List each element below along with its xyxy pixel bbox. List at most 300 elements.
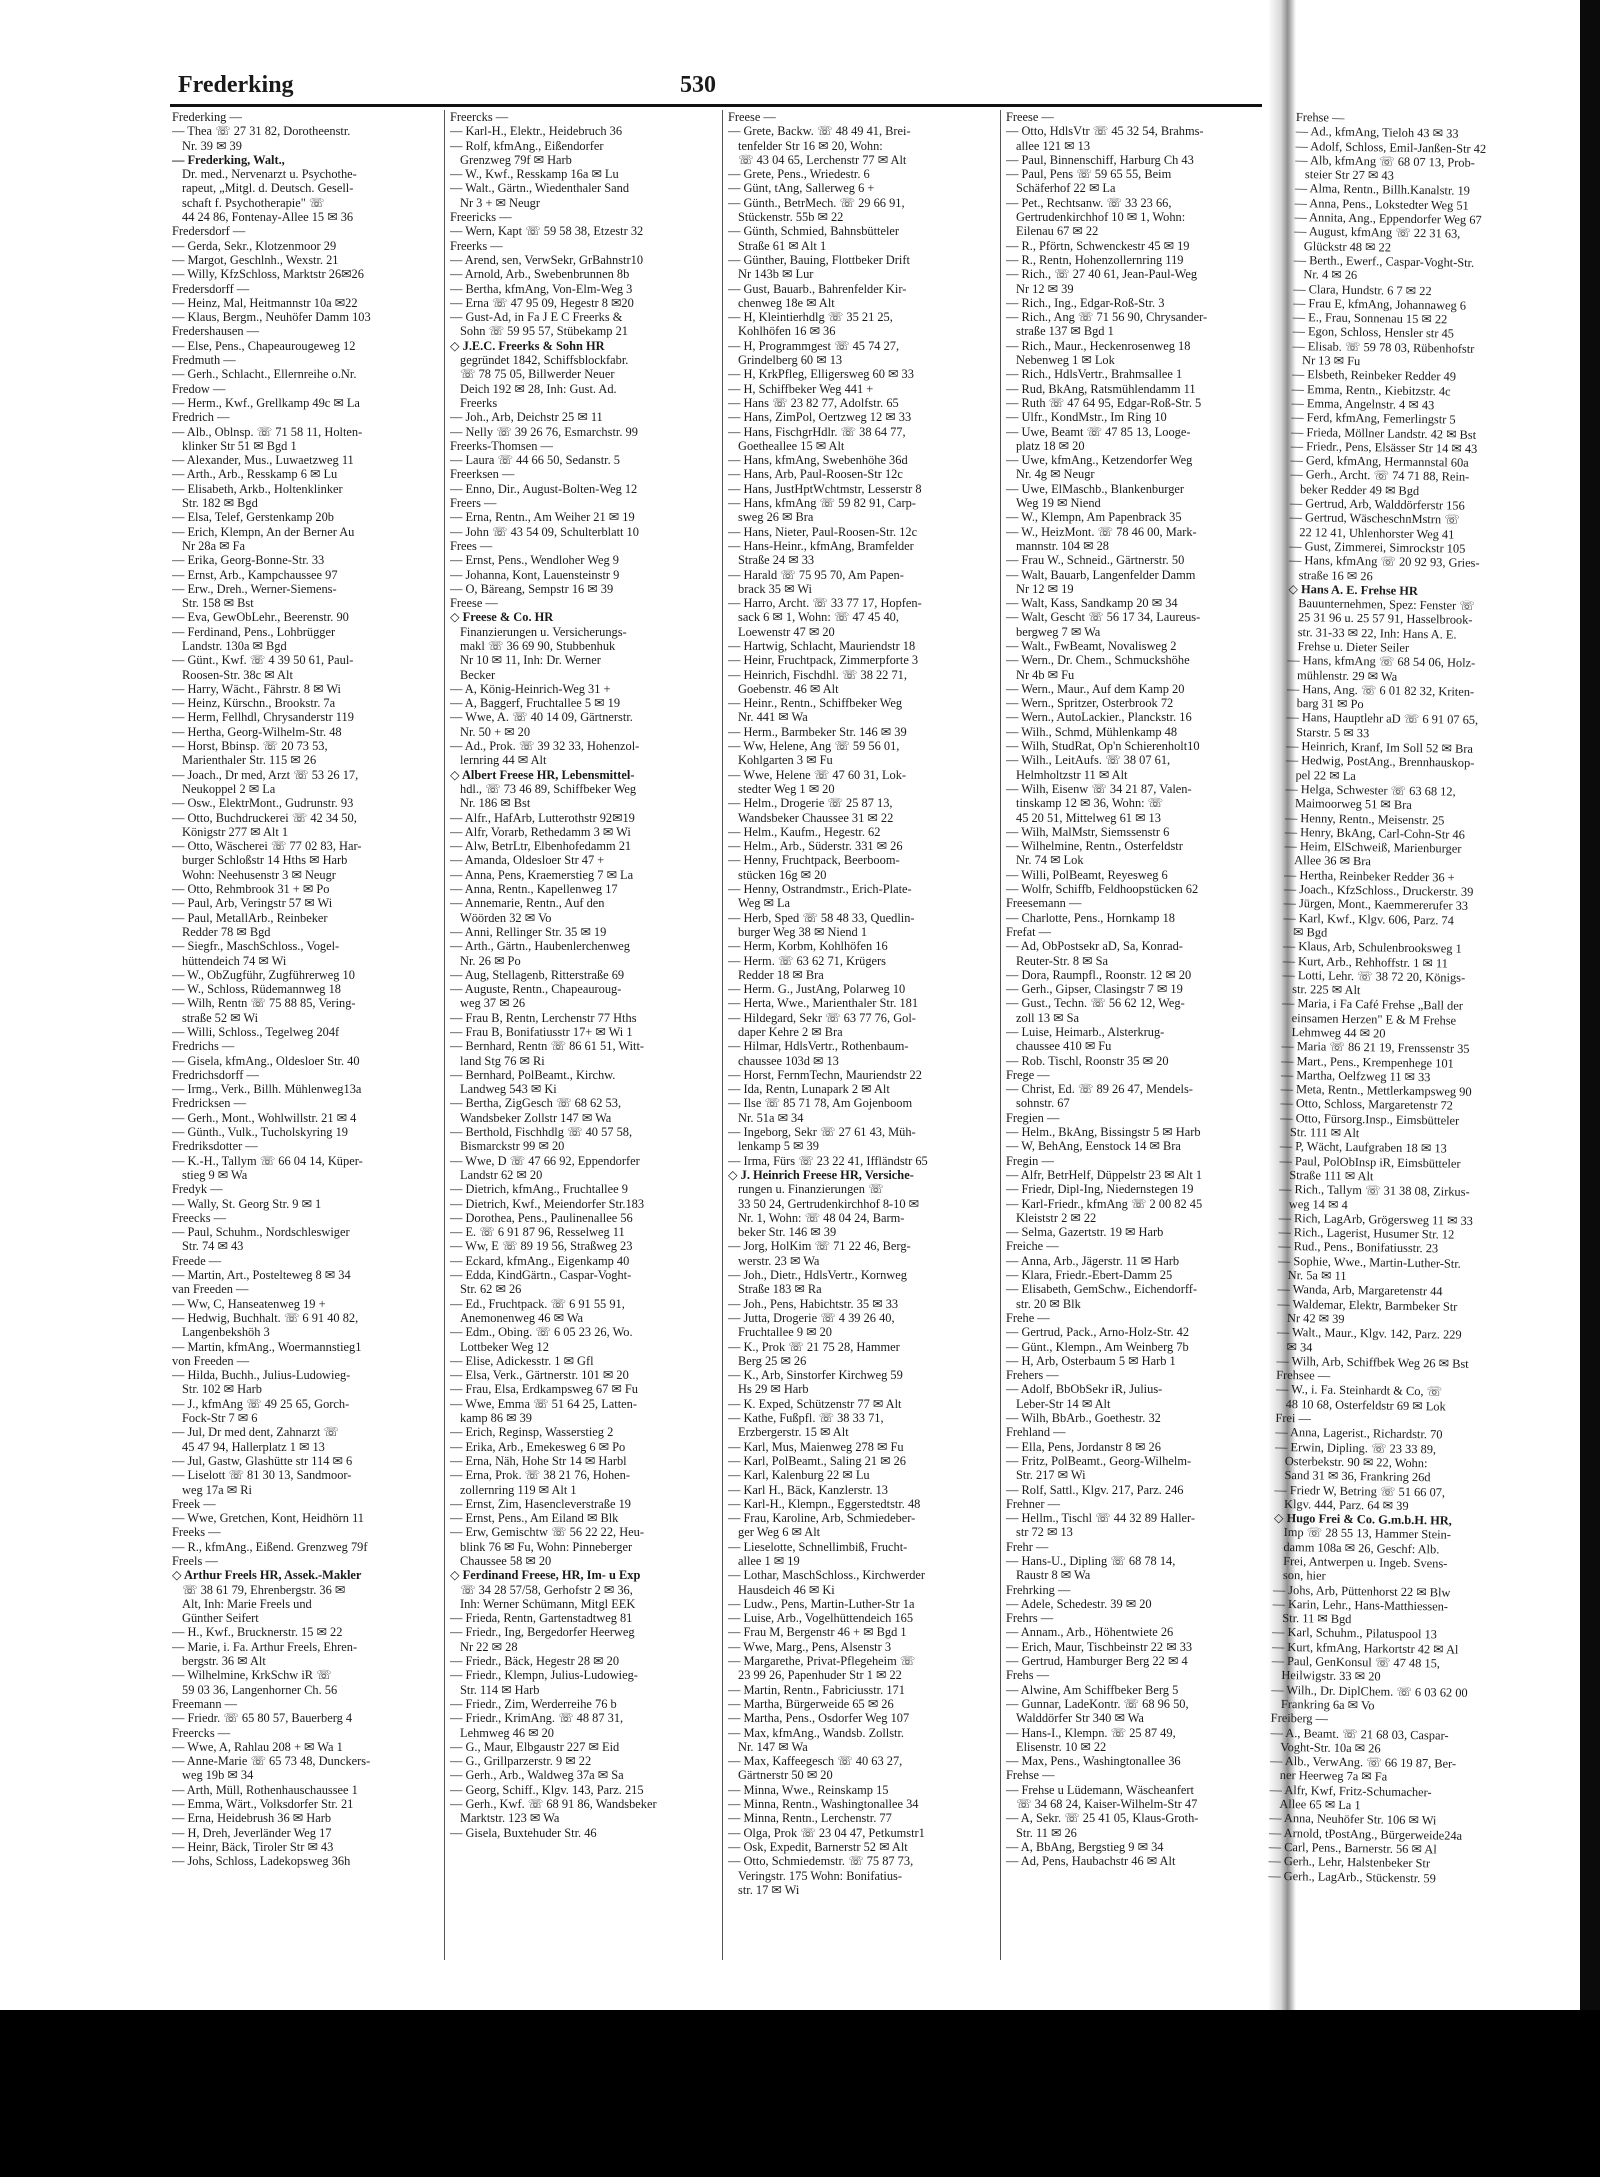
- directory-entry-line: — P, Wächt, Laufgraben 18 ✉ 13: [1279, 1139, 1447, 1156]
- directory-entry-line: — Rich., Lagerist, Husumer Str. 12: [1278, 1225, 1455, 1242]
- directory-entry-line: — K. Exped, Schützenstr 77 ✉ Alt: [728, 1396, 902, 1411]
- directory-entry-line: Osterbekstr. 90 ✉ 22, Wohn:: [1284, 1453, 1428, 1471]
- directory-entry-line: — Erna ☏ 47 95 09, Hegestr 8 ✉20: [450, 295, 634, 310]
- column-divider: [1000, 110, 1001, 1960]
- directory-entry-line: rapeut, „Mitgl. d. Deutsch. Gesell-: [182, 181, 354, 196]
- directory-entry-line: — Eva, GewObLehr., Beerenstr. 90: [172, 610, 349, 625]
- directory-entry-line: — Alfr, Kwf, Fritz-Schumacher-: [1269, 1782, 1432, 1800]
- directory-entry-line: chenweg 18e ✉ Alt: [738, 295, 835, 310]
- directory-entry-line: — Erw, Gemischtw ☏ 56 22 22, Heu-: [450, 1525, 644, 1540]
- directory-entry-line: straße 52 ✉ Wi: [182, 1010, 259, 1025]
- directory-entry-line: makl ☏ 36 69 90, Stubbenhuk: [460, 638, 616, 653]
- directory-entry-line: Wandsbeker Chaussee 31 ✉ 22: [738, 810, 894, 825]
- directory-entry-line: — Ida, Rentn, Lunapark 2 ✉ Alt: [728, 1082, 890, 1097]
- directory-entry-line: — Hedwig, Buchhalt. ☏ 6 91 40 82,: [172, 1310, 359, 1325]
- directory-entry-line: Freerks-Thomsen —: [450, 438, 553, 453]
- directory-entry-line: Erzbergerstr. 15 ✉ Alt: [738, 1425, 849, 1440]
- directory-entry-line: — Wern., Maur., Auf dem Kamp 20: [1006, 681, 1185, 696]
- directory-entry-line: — Laura ☏ 44 66 50, Sedanstr. 5: [450, 453, 621, 468]
- directory-entry-line: — Herta, Wwe., Marienthaler Str. 181: [728, 996, 919, 1011]
- directory-entry-line: 44 24 86, Fontenay-Allee 15 ✉ 36: [182, 210, 354, 225]
- directory-entry-line: Freercks —: [172, 1725, 231, 1740]
- directory-entry-line: Gertrudenkirchhof 10 ✉ 1, Wohn:: [1016, 210, 1186, 225]
- directory-entry-line: — Henry, BkAng, Carl-Cohn-Str 46: [1284, 824, 1465, 842]
- directory-entry-line: Landstr. 130a ✉ Bgd: [182, 638, 287, 653]
- directory-entry-line: — Bernhard, PolBeamt., Kirchw.: [450, 1067, 616, 1082]
- directory-entry-line: — W., Kwf., Resskamp 16a ✉ Lu: [450, 167, 619, 182]
- directory-entry-line: allee 1 ✉ 19: [738, 1553, 800, 1568]
- directory-entry-line: — Irmg., Verk., Billh. Mühlenweg13a: [172, 1082, 362, 1097]
- directory-entry-line: — Günt., Klempn., Am Weinberg 7b: [1006, 1339, 1189, 1354]
- directory-entry-line: — Hans, kfmAng ☏ 68 54 06, Holz-: [1287, 653, 1476, 671]
- directory-entry-line: Nr. 74 ✉ Lok: [1016, 853, 1084, 868]
- directory-entry-line: — Gerh., Kwf. ☏ 68 91 86, Wandsbeker: [450, 1797, 657, 1812]
- directory-entry-line: — Anna, Rentn., Kapellenweg 17: [450, 882, 618, 897]
- directory-entry-line: Wohn: Neehusenstr 3 ✉ Neugr: [182, 867, 336, 882]
- directory-entry-line: Fredmuth —: [172, 353, 236, 368]
- directory-entry-line: — Jorg, HolKim ☏ 71 22 46, Berg-: [728, 1239, 911, 1254]
- directory-entry-line: — Hilmar, HdlsVertr., Rothenbaum-: [728, 1039, 909, 1054]
- directory-entry-line: — Walt., FwBeamt, Novalisweg 2: [1006, 638, 1177, 653]
- directory-entry-line: Fredersdorff —: [172, 281, 250, 296]
- directory-entry-line: — Rich., Ang ☏ 71 56 90, Chrysander-: [1006, 310, 1208, 325]
- directory-entry-line: — Rich., HdlsVertr., Brahmsallee 1: [1006, 367, 1183, 382]
- directory-entry-line: — Alb., VerwAng. ☏ 66 19 87, Ber-: [1269, 1753, 1457, 1771]
- directory-entry-line: — Joach., Dr med, Arzt ☏ 53 26 17,: [172, 767, 359, 782]
- directory-entry-line: — Gerh., Archt. ☏ 74 71 88, Rein-: [1290, 467, 1470, 485]
- directory-entry-line: sohnstr. 67: [1016, 1096, 1070, 1111]
- directory-entry-line: ☏ 78 75 05, Billwerder Neuer: [460, 367, 615, 382]
- directory-entry-line: — Karl, Kalenburg 22 ✉ Lu: [728, 1468, 870, 1483]
- directory-entry-line: Frefat —: [1006, 924, 1052, 939]
- directory-entry-line: — Wwe, D ☏ 47 66 92, Eppendorfer: [450, 1153, 640, 1168]
- directory-entry-line: — Otto, Wäscherei ☏ 77 02 83, Har-: [172, 839, 362, 854]
- directory-entry-line: Neukoppel 2 ✉ La: [182, 781, 276, 796]
- directory-entry-line: — Frieda, Rentn, Gartenstadtweg 81: [450, 1611, 633, 1626]
- directory-entry-line: — Clara, Hundstr. 6 7 ✉ 22: [1293, 281, 1432, 298]
- directory-entry-line: ◇ Freese & Co. HR: [450, 610, 554, 625]
- scan-border-bottom: [0, 2010, 1600, 2177]
- directory-entry-line: chaussee 410 ✉ Fu: [1016, 1039, 1112, 1054]
- directory-entry-line: — Walt, Gescht ☏ 56 17 34, Laureus-: [1006, 610, 1201, 625]
- directory-entry-line: ◇ J. Heinrich Freese HR, Versiche-: [728, 1167, 914, 1182]
- directory-entry-line: — Erich, Klempn, An der Berner Au: [172, 524, 355, 539]
- directory-entry-line: — Arth., Arb., Resskamp 6 ✉ Lu: [172, 467, 338, 482]
- directory-entry-line: daper Kehre 2 ✉ Bra: [738, 1025, 843, 1039]
- directory-entry-line: — Gerh., LagArb., Stückenstr. 59: [1268, 1868, 1436, 1885]
- directory-entry-line: — Frieda, Möllner Landstr. 42 ✉ Bst: [1290, 424, 1477, 442]
- directory-entry-line: — Hans, ZimPol, Oertzweg 12 ✉ 33: [728, 410, 912, 425]
- directory-entry-line: Günther Seifert: [182, 1611, 259, 1626]
- directory-entry-line: Freesemann —: [1006, 896, 1082, 911]
- directory-entry-line: Voght-Str. 10a ✉ 26: [1280, 1739, 1381, 1756]
- directory-entry-line: str. 20 ✉ Blk: [1016, 1296, 1081, 1311]
- directory-entry-line: Elisenstr. 10 ✉ 22: [1016, 1739, 1107, 1754]
- directory-entry-line: Loewenstr 47 ✉ 20: [738, 624, 835, 639]
- directory-entry-line: Gärtnerstr 50 ✉ 20: [738, 1768, 833, 1783]
- directory-entry-line: — Helm., Arb., Süderstr. 331 ✉ 26: [728, 839, 903, 854]
- directory-entry-line: — Ww, Helene, Ang ☏ 59 56 01,: [728, 739, 900, 754]
- directory-entry-line: Frehers —: [1006, 1368, 1059, 1383]
- directory-entry-line: — Wwe, Gretchen, Kont, Heidhörn 11: [172, 1511, 365, 1526]
- directory-entry-line: — Walt., Gärtn., Wiedenthaler Sand: [450, 181, 630, 196]
- directory-entry-line: Berg 25 ✉ 26: [738, 1353, 807, 1368]
- directory-entry-line: — Otto, Schmiedemstr. ☏ 75 87 73,: [728, 1854, 914, 1869]
- directory-entry-line: — Friedr., Zim, Werderreihe 76 b: [450, 1696, 617, 1711]
- directory-entry-line: — Heinrich, Kranf, Im Soll 52 ✉ Bra: [1285, 738, 1474, 756]
- directory-entry-line: ☏ 43 04 65, Lerchenstr 77 ✉ Alt: [738, 152, 907, 167]
- directory-entry-line: — Margot, Geschlnh., Wexstr. 21: [172, 252, 339, 267]
- page-header: [170, 68, 1265, 108]
- directory-entry-line: ✉ 34: [1286, 1339, 1313, 1354]
- directory-entry-line: — R., Rentn, Hohenzollernring 119: [1006, 252, 1184, 267]
- directory-entry-line: beker Redder 49 ✉ Bgd: [1299, 481, 1420, 498]
- page-number: 530: [680, 72, 716, 98]
- directory-entry-line: ☏ 34 68 24, Kaiser-Wilhelm-Str 47: [1016, 1797, 1198, 1812]
- column-divider: [444, 110, 445, 1960]
- directory-entry-line: — Herb, Sped ☏ 58 48 33, Quedlin-: [728, 910, 915, 925]
- directory-entry-line: — Frau B, Rentn, Lerchenstr 77 Hths: [450, 1010, 637, 1025]
- directory-entry-line: Langenbekshöh 3: [182, 1325, 270, 1340]
- directory-entry-line: — Ad., kfmAng, Tieloh 43 ✉ 33: [1295, 124, 1459, 141]
- directory-entry-line: — Martha, Pens., Osdorfer Weg 107: [728, 1711, 910, 1726]
- directory-entry-line: Imp ☏ 28 55 13, Hammer Stein-: [1283, 1525, 1452, 1542]
- directory-entry-line: — Ingeborg, Sekr ☏ 27 61 43, Müh-: [728, 1125, 916, 1140]
- directory-entry-line: — Wwe, Emma ☏ 51 64 25, Latten-: [450, 1396, 637, 1411]
- directory-entry-line: — Wolfr, Schiffb, Feldhoopstücken 62: [1006, 882, 1199, 897]
- directory-entry-line: — Otto, Schloss, Margaretenstr 72: [1280, 1096, 1454, 1114]
- directory-entry-line: — Marie, i. Fa. Arthur Freels, Ehren-: [172, 1639, 358, 1654]
- directory-entry-line: Freeks —: [172, 1525, 221, 1540]
- directory-entry-line: — Frau, Elsa, Erdkampsweg 67 ✉ Fu: [450, 1382, 638, 1397]
- directory-entry-line: — Wern., Spritzer, Osterbrook 72: [1006, 696, 1174, 711]
- directory-entry-line: — W., i. Fa. Steinhardt & Co, ☏: [1275, 1382, 1443, 1399]
- directory-entry-line: — Hilda, Buchh., Julius-Ludowieg-: [172, 1368, 351, 1383]
- directory-entry-line: weg 17a ✉ Ri: [182, 1482, 252, 1497]
- directory-entry-line: — Osk, Expedit, Barnerstr 52 ✉ Alt: [728, 1839, 908, 1854]
- directory-entry-line: 45 47 94, Hallerplatz 1 ✉ 13: [182, 1439, 325, 1454]
- directory-entry-line: — Friedr W, Betring ☏ 51 66 07,: [1274, 1482, 1446, 1500]
- directory-entry-line: Fredershausen —: [172, 324, 260, 339]
- directory-entry-line: 23 99 26, Papenhuder Str 1 ✉ 22: [738, 1668, 902, 1683]
- directory-entry-line: — Adele, Schedestr. 39 ✉ 20: [1006, 1596, 1152, 1611]
- directory-entry-line: Bismarckstr 99 ✉ 20: [460, 1139, 565, 1154]
- directory-entry-line: — Herm., Kwf., Grellkamp 49c ✉ La: [172, 395, 360, 410]
- directory-entry-line: — Maria, i Fa Café Frehse „Ball der: [1281, 996, 1464, 1014]
- directory-entry-line: — Johs, Schloss, Ladekopsweg 36h: [172, 1854, 351, 1869]
- directory-entry-line: gegründet 1842, Schiffsblockfabr.: [460, 353, 629, 368]
- directory-entry-line: Alt, Inh: Marie Freels und: [182, 1596, 312, 1611]
- directory-entry-line: — A, Baggerf, Fruchtallee 5 ✉ 19: [450, 696, 621, 711]
- directory-entry-line: — Harro, Archt. ☏ 33 77 17, Hopfen-: [728, 596, 922, 611]
- directory-entry-line: — Alb, kfmAng ☏ 68 07 13, Prob-: [1295, 152, 1475, 170]
- directory-entry-line: Glückstr 48 ✉ 22: [1303, 238, 1392, 255]
- directory-entry-line: Sohn ☏ 59 95 57, Stübekamp 21: [460, 324, 628, 339]
- directory-entry-line: — Helm., Kaufm., Hegestr. 62: [728, 824, 881, 839]
- directory-entry-line: — A., Beamt. ☏ 21 68 03, Caspar-: [1270, 1725, 1449, 1743]
- directory-entry-line: — J., kfmAng ☏ 49 25 65, Gorch-: [172, 1396, 350, 1411]
- directory-entry-line: — K., Prok ☏ 21 75 28, Hammer: [728, 1339, 900, 1354]
- directory-entry-line: Freels —: [172, 1553, 218, 1568]
- directory-entry-line: — Lieselotte, Schnellimbiß, Frucht-: [728, 1539, 908, 1554]
- directory-entry-line: Nr 13 ✉ Fu: [1301, 353, 1361, 369]
- directory-entry-line: — Martha, Oelfzweg 11 ✉ 33: [1280, 1067, 1431, 1085]
- directory-entry-line: ◇ Ferdinand Freese, HR, Im- u Exp: [450, 1568, 641, 1583]
- directory-entry-line: — Herm. ☏ 63 62 71, Krügers: [728, 953, 886, 968]
- directory-entry-line: — Helm., BkAng, Bissingstr 5 ✉ Harb: [1006, 1125, 1201, 1140]
- directory-entry-line: Nr. 4g ✉ Neugr: [1016, 467, 1095, 482]
- directory-entry-line: mühlenstr. 29 ✉ Wa: [1297, 667, 1398, 684]
- directory-entry-line: — Gertrud, WäscheschnMstrn ☏: [1289, 510, 1460, 527]
- directory-entry-line: Frehse u. Dieter Seiler: [1297, 639, 1410, 655]
- directory-entry-line: — Alw, BetrLtr, Elbenhofedamm 21: [450, 839, 632, 854]
- directory-entry-line: Str. 62 ✉ 26: [460, 1282, 522, 1297]
- directory-entry-line: — Hans, kfmAng ☏ 59 82 91, Carp-: [728, 496, 916, 511]
- directory-entry-line: — Else, Pens., Chapeaurougeweg 12: [172, 338, 356, 353]
- directory-entry-line: Str. 217 ✉ Wi: [1016, 1468, 1086, 1483]
- directory-entry-line: — Karl, Mus, Maienweg 278 ✉ Fu: [728, 1439, 904, 1454]
- directory-entry-line: — Martin, Rentn., Fabriciusstr. 171: [728, 1682, 905, 1697]
- directory-entry-line: — Otto, HdlsVtr ☏ 45 32 54, Brahms-: [1006, 124, 1204, 139]
- directory-entry-line: Nr. 147 ✉ Wa: [738, 1739, 808, 1754]
- directory-entry-line: Fredersdorf —: [172, 224, 246, 239]
- directory-entry-line: van Freeden —: [172, 1282, 249, 1297]
- directory-entry-line: Straße 111 ✉ Alt: [1289, 1167, 1374, 1184]
- directory-entry-line: — K.-H., Tallym ☏ 66 04 14, Küper-: [172, 1153, 363, 1168]
- directory-entry-line: — Herm, Fellhdl, Chrysanderstr 119: [172, 710, 354, 725]
- directory-entry-line: — Wwe, Marg., Pens, Alsenstr 3: [728, 1639, 892, 1654]
- directory-entry-line: — Hans, Hauptlehr aD ☏ 6 91 07 65,: [1286, 710, 1479, 728]
- directory-entry-line: — Paul, Pens ☏ 59 65 55, Beim: [1006, 167, 1172, 182]
- directory-entry-line: — H, KrkPfleg, Elligersweg 60 ✉ 33: [728, 367, 914, 382]
- directory-entry-line: — Minna, Wwe., Reinskamp 15: [728, 1782, 889, 1797]
- directory-entry-line: — Erna, Näh, Hohe Str 14 ✉ Harbl: [450, 1453, 627, 1468]
- directory-entry-line: Nr 12 ✉ 19: [1016, 581, 1074, 596]
- directory-entry-line: Nr. 1, Wohn: ☏ 48 04 24, Barm-: [738, 1210, 905, 1225]
- directory-entry-line: — Anna, Neuhöfer Str. 106 ✉ Wi: [1269, 1811, 1437, 1828]
- directory-entry-line: — Dorothea, Pens., Paulinenallee 56: [450, 1210, 633, 1225]
- directory-entry-line: Schäferhof 22 ✉ La: [1016, 181, 1116, 196]
- directory-entry-line: — Paul, PolObInsp iR, Eimsbütteler: [1279, 1153, 1461, 1171]
- directory-entry-line: — Horst, Bbinsp. ☏ 20 73 53,: [172, 739, 328, 754]
- directory-entry-line: — Ww, C, Hanseatenweg 19 +: [172, 1296, 326, 1311]
- directory-entry-line: — Wilh, StudRat, Op'n Schierenholt10: [1006, 739, 1200, 754]
- directory-entry-line: Nr. 26 ✉ Po: [460, 953, 521, 968]
- directory-entry-line: — Heinz, Kürschn., Brookstr. 7a: [172, 696, 336, 711]
- directory-entry-line: — Gertrud, Arb, Walddörferstr 156: [1289, 495, 1465, 513]
- directory-entry-line: Str. 102 ✉ Harb: [182, 1382, 262, 1397]
- directory-entry-line: — G., Maur, Elbgaustr 227 ✉ Eid: [450, 1739, 620, 1754]
- directory-entry-line: — Herm., Barmbeker Str. 146 ✉ 39: [728, 724, 907, 739]
- directory-entry-line: 22 12 41, Uhlenhorster Weg 41: [1299, 524, 1455, 542]
- directory-entry-line: — Horst, FernmTechn, Mauriendstr 22: [728, 1067, 922, 1082]
- directory-entry-line: Frees —: [450, 538, 493, 553]
- directory-entry-line: — Wilhelmine, KrkSchw iR ☏: [172, 1668, 332, 1683]
- directory-entry-line: — Hans-I., Klempn. ☏ 25 87 49,: [1006, 1725, 1176, 1740]
- directory-entry-line: von Freeden —: [172, 1353, 250, 1368]
- directory-entry-line: — Joh., Pens, Habichtstr. 35 ✉ 33: [728, 1296, 899, 1311]
- directory-entry-line: — Elisabeth, Arkb., Holtenklinker: [172, 481, 343, 496]
- directory-entry-line: Stückenstr. 55b ✉ 22: [738, 210, 844, 225]
- directory-entry-line: — Maria ☏ 86 21 19, Frenssenstr 35: [1281, 1039, 1470, 1057]
- directory-entry-line: — Friedr., Klempn, Julius-Ludowieg-: [450, 1668, 638, 1683]
- directory-entry-line: — Max, Kaffeegesch ☏ 40 63 27,: [728, 1754, 903, 1769]
- directory-entry-line: — H, Programmgest ☏ 45 74 27,: [728, 338, 900, 353]
- directory-entry-line: — Gust-Ad, in Fa J E C Freerks &: [450, 310, 623, 325]
- directory-entry-line: str. 225 ✉ Alt: [1292, 982, 1361, 998]
- directory-entry-line: stedter Weg 1 ✉ 20: [738, 781, 835, 796]
- directory-entry-line: — Heinr, Fruchtpack, Zimmerpforte 3: [728, 653, 919, 668]
- directory-entry-line: — Martin, kfmAng., Woermannstieg1: [172, 1339, 362, 1354]
- directory-entry-line: — Willy, KfzSchloss, Marktstr 26✉26: [172, 267, 364, 282]
- directory-entry-line: — W., ObZugführ, Zugführerweg 10: [172, 967, 355, 982]
- directory-entry-line: allee 121 ✉ 13: [1016, 138, 1091, 153]
- directory-entry-line: Goetheallee 15 ✉ Alt: [738, 438, 845, 453]
- directory-entry-line: Landweg 543 ✉ Ki: [460, 1082, 557, 1097]
- directory-entry-line: — Jul, Gastw, Glashütte str 114 ✉ 6: [172, 1453, 353, 1468]
- directory-entry-line: Fruchtallee 9 ✉ 20: [738, 1325, 832, 1340]
- directory-entry-line: Frehrs —: [1006, 1611, 1054, 1626]
- directory-entry-line: tinskamp 12 ✉ 36, Wohn: ☏: [1016, 796, 1164, 811]
- directory-entry-line: — Willi, Schloss., Tegelweg 204f: [172, 1025, 340, 1039]
- directory-entry-line: — Erna, Prok. ☏ 38 21 76, Hohen-: [450, 1468, 630, 1483]
- directory-entry-line: — Max, kfmAng., Wandsb. Zollstr.: [728, 1725, 905, 1740]
- directory-entry-line: Landstr 62 ✉ 20: [460, 1167, 543, 1182]
- directory-entry-line: Frege —: [1006, 1067, 1050, 1082]
- directory-entry-line: — Friedr. ☏ 65 80 57, Bauerberg 4: [172, 1711, 353, 1726]
- directory-entry-line: — Ad., Prok. ☏ 39 32 33, Hohenzol-: [450, 739, 640, 754]
- directory-entry-line: Nr. 51a ✉ 34: [738, 1110, 804, 1125]
- directory-entry-line: Frehse —: [1295, 110, 1345, 125]
- directory-entry-line: — Margarethe, Privat-Pflegeheim ☏: [728, 1654, 916, 1669]
- directory-entry-line: — Elsa, Telef, Gerstenkamp 20b: [172, 510, 335, 525]
- directory-entry-line: — Heinr, Bäck, Tiroler Str ✉ 43: [172, 1839, 334, 1854]
- directory-entry-line: — Rob. Tischl, Roonstr 35 ✉ 20: [1006, 1053, 1169, 1068]
- directory-entry-line: Nr 28a ✉ Fa: [182, 538, 246, 553]
- directory-entry-line: — Wwe, A, Rahlau 208 + ✉ Wa 1: [172, 1739, 343, 1754]
- directory-entry-line: Raustr 8 ✉ Wa: [1016, 1568, 1091, 1583]
- directory-entry-line: Grenzweg 79f ✉ Harb: [460, 152, 572, 167]
- directory-entry-line: ger Weg 6 ✉ Alt: [738, 1525, 821, 1540]
- directory-entry-line: — Joh., Arb, Deichstr 25 ✉ 11: [450, 410, 603, 425]
- directory-entry-line: burger Weg 38 ✉ Niend 1: [738, 924, 868, 939]
- directory-entry-line: — Wwe, Helene ☏ 47 60 31, Lok-: [728, 767, 907, 782]
- directory-entry-line: — Paul, Arb, Veringstr 57 ✉ Wi: [172, 896, 333, 911]
- directory-entry-line: — Frau E, kfmAng, Johannaweg 6: [1292, 295, 1467, 313]
- directory-entry-line: — R., Pförtn, Schwenckestr 45 ✉ 19: [1006, 238, 1190, 253]
- directory-entry-line: pel 22 ✉ La: [1295, 767, 1356, 783]
- directory-entry-line: — Adolf, Schloss, Emil-Janßen-Str 42: [1295, 138, 1487, 156]
- directory-entry-line: — Rolf, kfmAng., Eißendorfer: [450, 138, 604, 153]
- directory-entry-line: weg 14 ✉ 4: [1288, 1196, 1348, 1212]
- directory-entry-line: Nr 143b ✉ Lur: [738, 267, 814, 282]
- directory-entry-line: — Wilh, MalMstr, Siemssenstr 6: [1006, 824, 1170, 839]
- directory-entry-line: — Luise, Arb., Vogelhüttendeich 165: [728, 1611, 914, 1626]
- directory-entry-line: — Harry, Wächt., Fährstr. 8 ✉ Wi: [172, 681, 341, 696]
- directory-entry-line: 25 31 96 u. 25 57 91, Hasselbrook-: [1297, 610, 1473, 628]
- directory-entry-line: — Ad, Pens, Haubachstr 46 ✉ Alt: [1006, 1854, 1176, 1869]
- column-3: [728, 110, 994, 1960]
- directory-entry-line: — Karl, PolBeamt., Saling 21 ✉ 26: [728, 1453, 906, 1468]
- directory-entry-line: — Karl-H., Elektr., Heidebruch 36: [450, 124, 623, 139]
- directory-entry-line: — Gust, Zimmerei, Simrockstr 105: [1289, 538, 1466, 556]
- directory-entry-line: — Paul, Binnenschiff, Harburg Ch 43: [1006, 152, 1194, 167]
- directory-entry-line: ◇ Hans A. E. Frehse HR: [1288, 581, 1419, 598]
- column-divider: [722, 110, 723, 1960]
- directory-entry-line: — Günt., Kwf. ☏ 4 39 50 61, Paul-: [172, 653, 354, 668]
- directory-entry-line: land Stg 76 ✉ Ri: [460, 1053, 545, 1068]
- directory-entry-line: — Klaus, Arb, Schulenbrooksweg 1: [1282, 939, 1462, 956]
- directory-entry-line: Fredrich —: [172, 410, 230, 425]
- directory-entry-line: Freek —: [172, 1496, 216, 1511]
- directory-entry-line: Freede —: [172, 1253, 222, 1268]
- directory-entry-line: — W., Klempn, Am Papenbrack 35: [1006, 510, 1182, 525]
- directory-entry-line: — Gunnar, LadeKontr. ☏ 68 96 50,: [1006, 1696, 1189, 1711]
- directory-entry-line: — Frau, Karoline, Arb, Schmiedeber-: [728, 1511, 916, 1526]
- directory-entry-line: — Frau M, Bergenstr 46 + ✉ Bgd 1: [728, 1625, 907, 1640]
- directory-entry-line: — H, Dreh, Jeverländer Weg 17: [172, 1825, 332, 1840]
- directory-entry-line: Frederking —: [172, 110, 242, 124]
- directory-entry-line: Freericks —: [450, 210, 512, 225]
- directory-entry-line: — Berth., Ewerf., Caspar-Voght-Str.: [1293, 252, 1475, 270]
- directory-entry-line: Nr 3 + ✉ Neugr: [460, 195, 540, 210]
- directory-entry-line: Freese —: [728, 110, 776, 124]
- directory-entry-line: Marienthaler Str. 115 ✉ 26: [182, 753, 317, 768]
- directory-entry-line: Grindelberg 60 ✉ 13: [738, 353, 843, 368]
- directory-entry-line: Frehs —: [1006, 1668, 1050, 1683]
- directory-entry-line: 59 03 36, Langenhorner Ch. 56: [182, 1682, 338, 1697]
- directory-entry-line: sweg 26 ✉ Bra: [738, 510, 814, 525]
- directory-entry-line: — Kurt, kfmAng, Harkortstr 42 ✉ Al: [1271, 1639, 1459, 1657]
- directory-entry-line: — Selma, Gazertstr. 19 ✉ Harb: [1006, 1225, 1164, 1240]
- directory-entry-line: — Gerh., Arb., Waldweg 37a ✉ Sa: [450, 1768, 624, 1783]
- directory-entry-line: Redder 18 ✉ Bra: [738, 967, 824, 982]
- directory-entry-line: — Hans, JustHptWchtmstr, Lesserstr 8: [728, 481, 922, 496]
- directory-entry-line: — Günth., BetrMech. ☏ 29 66 91,: [728, 195, 905, 210]
- directory-entry-line: — Anna, Lagerist., Richardstr. 70: [1275, 1425, 1443, 1442]
- directory-entry-line: steier Str 27 ✉ 43: [1304, 167, 1394, 183]
- directory-entry-line: — Friedr., Pens, Elsässer Str 14 ✉ 43: [1290, 438, 1478, 456]
- directory-entry-line: Nr. 5a ✉ 11: [1287, 1268, 1347, 1283]
- directory-entry-line: — W., HeizMont. ☏ 78 46 00, Mark-: [1006, 524, 1197, 539]
- directory-entry-line: Str. 182 ✉ Bgd: [182, 496, 258, 511]
- directory-entry-line: — Mart., Pens., Krempenhege 101: [1280, 1053, 1454, 1071]
- directory-entry-line: — H, Schiffbeker Weg 441 +: [728, 381, 874, 396]
- directory-entry-line: — Ww, E ☏ 89 19 56, Straßweg 23: [450, 1239, 633, 1254]
- directory-entry-line: — Lothar, MaschSchloss., Kirchwerder: [728, 1568, 926, 1583]
- directory-entry-line: — Jutta, Drogerie ☏ 4 39 26 40,: [728, 1310, 895, 1325]
- directory-entry-line: ◇ Hugo Frei & Co. G.m.b.H. HR,: [1273, 1510, 1452, 1528]
- directory-entry-line: — Gerh., Mont., Wohlwillstr. 21 ✉ 4: [172, 1110, 357, 1125]
- directory-entry-line: zollernring 119 ✉ Alt 1: [460, 1482, 577, 1497]
- directory-entry-line: Anemonenweg 46 ✉ Wa: [460, 1310, 584, 1325]
- directory-entry-line: — Meta, Rentn., Mettlerkampsweg 90: [1280, 1082, 1472, 1100]
- directory-entry-line: — Edm., Obing. ☏ 6 05 23 26, Wo.: [450, 1325, 633, 1340]
- directory-entry-line: — Elise, Adickesstr. 1 ✉ Gfl: [450, 1353, 594, 1368]
- directory-entry-line: Wöörden 32 ✉ Vo: [460, 910, 552, 925]
- directory-entry-line: — Anna, Pens., Lokstedter Weg 51: [1294, 195, 1469, 213]
- directory-entry-line: barg 31 ✉ Po: [1296, 696, 1364, 712]
- directory-entry-line: — Gust, Bauarb., Bahrenfelder Kir-: [728, 281, 907, 296]
- directory-entry-line: — Enno, Dir., August-Bolten-Weg 12: [450, 481, 638, 496]
- directory-entry-line: — Erwin, Dipling. ☏ 23 33 89,: [1274, 1439, 1437, 1456]
- directory-entry-line: — Wanda, Arb, Margaretenstr 44: [1277, 1282, 1443, 1299]
- directory-entry-line: — Jul, Dr med dent, Zahnarzt ☏: [172, 1425, 339, 1440]
- directory-entry-line: — Luise, Heimarb., Alsterkrug-: [1006, 1025, 1165, 1039]
- directory-entry-line: — Alb., Oblnsp. ☏ 71 58 11, Holten-: [172, 424, 363, 439]
- directory-entry-line: kamp 86 ✉ 39: [460, 1411, 532, 1426]
- directory-entry-line: burger Schloßstr 14 Hths ✉ Harb: [182, 853, 348, 868]
